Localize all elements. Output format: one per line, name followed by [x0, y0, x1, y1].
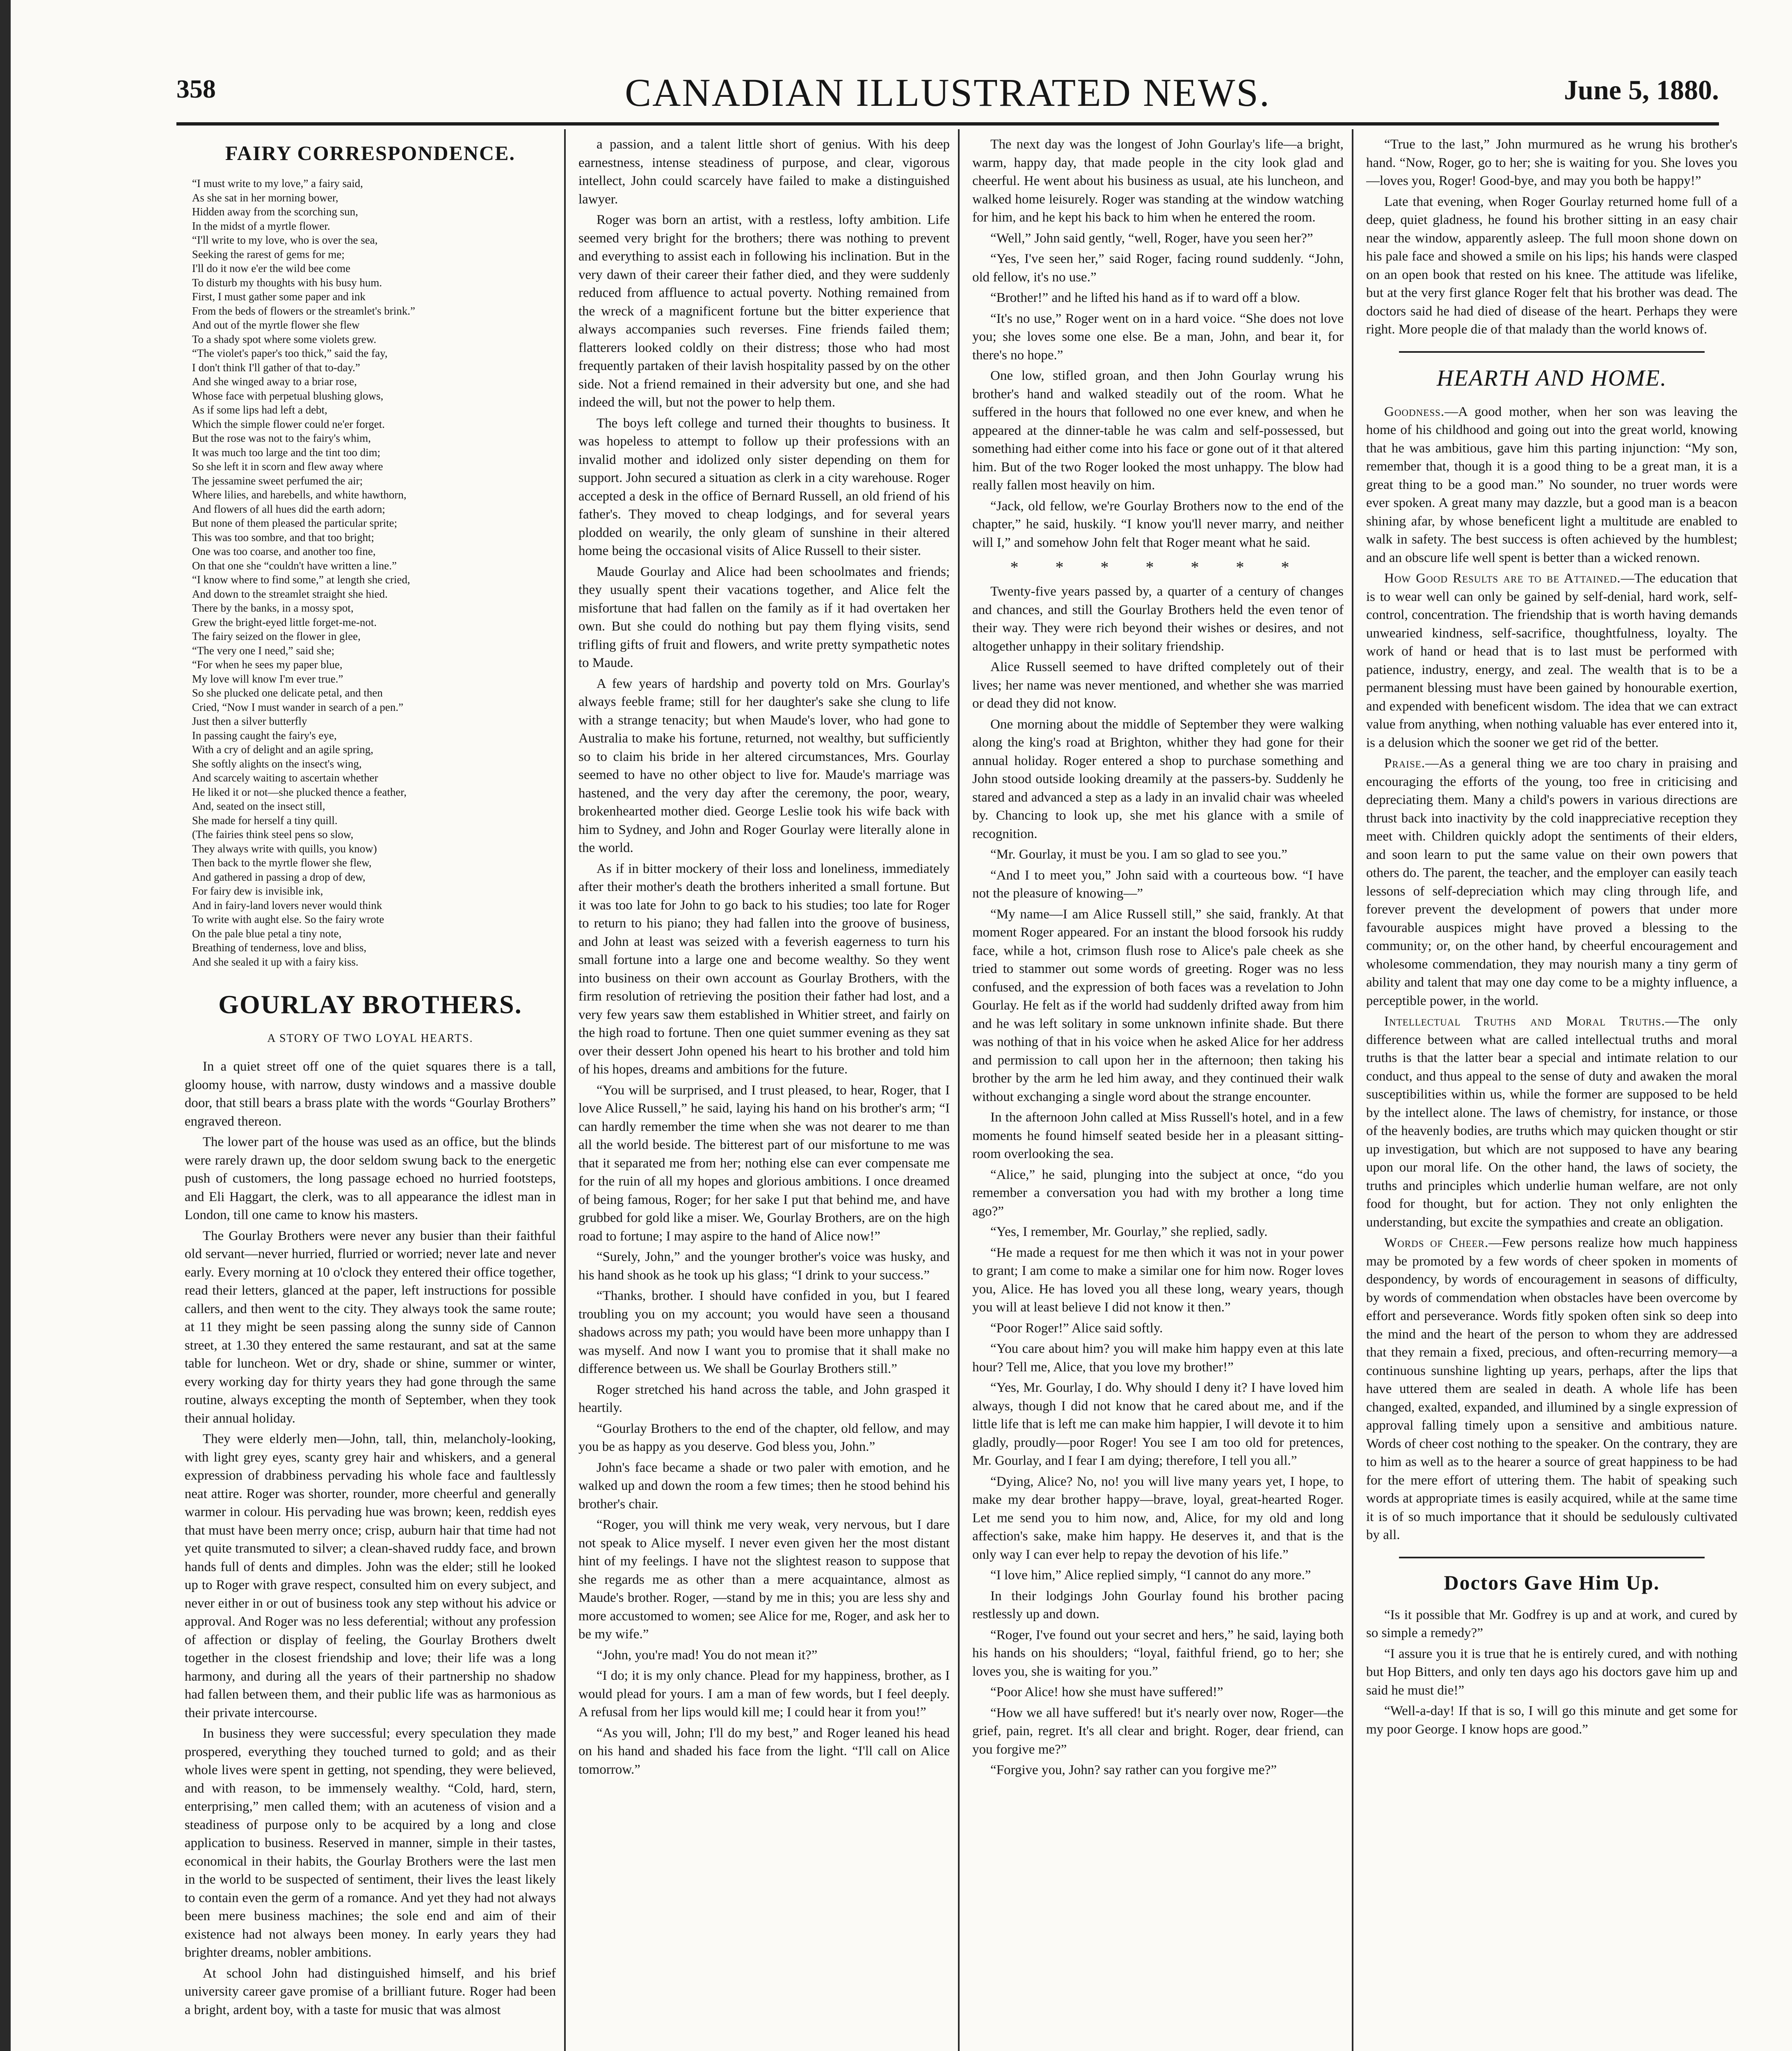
paragraph: “Alice,” he said, plunging into the subject at once, “do you remember a conversation you had with my brother a long time ago?”: [972, 1167, 1344, 1219]
poem-line: And gathered in passing a drop of dew,: [192, 870, 366, 883]
paragraph: At school John had distinguished himself, and his brief university career gave promise of a brilliant future. Roger had been a bright, ardent boy, with a taste for music that was almost: [185, 1966, 556, 2017]
poem-line: But the rose was not to the fairy's whim,: [192, 432, 371, 444]
paragraph: “He made a request for me then which it was not in your power to grant; I am come to make a similar one for him now. Roger loves you, Alice. He has loved you all these long, weary years, though you will at least believe I did not know it then.”: [972, 1245, 1344, 1315]
hearth-item-heading: Intellectual Truths and Moral Truths.: [1384, 1014, 1665, 1029]
poem-line: It was much too large and the tint too dim;: [192, 446, 381, 459]
paragraph: “True to the last,” John murmured as he wrung his brother's hand. “Now, Roger, go to her; she is waiting for you. She loves you—loves you, Roger! Good-bye, and may you both be happy!”: [1366, 137, 1737, 188]
poem-line: My love will know I'm ever true.”: [192, 672, 343, 685]
story-body: [185, 1057, 556, 2019]
poem-line: In passing caught the fairy's eye,: [192, 729, 337, 742]
poem-line: “The very one I need,” said she;: [192, 644, 335, 657]
paragraph: In the afternoon John called at Miss Russell's hotel, and in a few moments he found himself seated beside her in a pleasant sitting-room overlooking the sea.: [972, 1110, 1344, 1161]
poem-line: Whose face with perpetual blushing glows,: [192, 389, 384, 402]
poem-line: Hidden away from the scorching sun,: [192, 206, 358, 218]
poem-line: And scarcely waiting to ascertain whether: [192, 772, 378, 784]
poem-line: Where lilies, and harebells, and white hawthorn,: [192, 489, 407, 501]
hearth-item: [1366, 754, 1737, 1010]
paragraph: “As you will, John; I'll do my best,” and Roger leaned his head on his hand and shaded his face from the light. “I'll call on Alice tomorrow.”: [578, 1725, 950, 1777]
poem-line: One was too coarse, and another too fine,: [192, 545, 376, 557]
hearth-item-text: —The education that is to wear well can only be gained by self-denial, hard work, self-control, concentration. The friendship that is worth having demands unwearied kindness, self-sacrifice, thoughtfulness, loyalty. The work of hand or head that is to last must be performed with patience, industry, energy, and zeal. The wealth that is to be a permanent blessing must have been gained by honourable exertion, and expended with beneficent wisdom. The idea that we can extract value from anything, when nothing valuable has ever entered into it, is a delusion which the sooner we get rid of the better.: [1366, 571, 1737, 750]
paragraph: “Forgive you, John? say rather can you forgive me?”: [990, 1763, 1277, 1777]
paragraph: “It's no use,” Roger went on in a hard voice. “She does not love you; she loves some one else. Be a man, John, and bear it, for there's no hope.”: [972, 311, 1344, 363]
poem-line: “I know where to find some,” at length she cried,: [192, 573, 410, 586]
paragraph: “Poor Roger!” Alice said softly.: [990, 1320, 1163, 1336]
hearth-item-heading: Words of Cheer.: [1384, 1236, 1489, 1250]
paragraph: “John, you're mad! You do not mean it?”: [597, 1647, 818, 1663]
poem-line: And down to the streamlet straight she hied.: [192, 587, 388, 600]
poem-title: FAIRY CORRESPONDENCE.: [225, 142, 515, 164]
story-body-continued: [972, 135, 1344, 552]
poem-line: To write with aught else. So the fairy wrote: [192, 913, 384, 925]
paragraph: “Well-a-day! If that is so, I will go this minute and get some for my poor George. I know hops are good.”: [1366, 1704, 1737, 1737]
paragraph: “I do; it is my only chance. Plead for my happiness, brother, as I would plead for yours. I am a man of few words, but I feel deeply. A refusal from her lips would kill me; I could hear it from you!”: [578, 1668, 950, 1720]
hearth-item-heading: Praise.: [1384, 756, 1426, 771]
poem-line: “The violet's paper's too thick,” said the fay,: [192, 347, 388, 359]
poem-line: To a shady spot where some violets grew.: [192, 333, 377, 345]
poem-line: He liked it or not—she plucked thence a feather,: [192, 786, 407, 798]
hearth-item-heading: How Good Results are to be Attained.: [1384, 571, 1621, 586]
poem-line: Which the simple flower could ne'er forget.: [192, 418, 385, 430]
poem-line: On the pale blue petal a tiny note,: [192, 927, 342, 940]
paragraph: In their lodgings John Gourlay found his brother pacing restlessly up and down.: [972, 1588, 1344, 1622]
paragraph: “Is it possible that Mr. Godfrey is up and at work, and cured by so simple a remedy?”: [1366, 1607, 1737, 1640]
paragraph: “I assure you it is true that he is entirely cured, and with nothing but Hop Bitters, and only ten days ago his doctors gave him up and said he must die!”: [1366, 1646, 1737, 1698]
poem-line: And in fairy-land lovers never would think: [192, 899, 382, 911]
column-2: [578, 135, 950, 2051]
paragraph: “Mr. Gourlay, it must be you. I am so glad to see you.”: [990, 847, 1287, 862]
poem-line: And flowers of all hues did the earth adorn;: [192, 502, 385, 515]
paragraph: “Yes, Mr. Gourlay, I do. Why should I deny it? I have loved him always, though I did not know that he cared about me, and if the little life that is left me can make him happier, I will devote it to him gladly, proudly—poor Roger! You see I am too old for pretences, Mr. Gourlay, and I fear I am dying; therefore, I tell you all.”: [972, 1380, 1344, 1468]
poem-line: But none of them pleased the particular sprite;: [192, 517, 398, 529]
paragraph: “And I to meet you,” John said with a courteous bow. “I have not the pleasure of knowing—”: [972, 868, 1344, 901]
poem-line: For fairy dew is invisible ink,: [192, 885, 323, 897]
paragraph: In a quiet street off one of the quiet squares there is a tall, gloomy house, with narrow, dusty windows and a massive double door, that still bears a brass plate with the words “Gourlay Brothers” engraved thereon.: [185, 1059, 556, 1129]
paragraph: “Thanks, brother. I should have confided in you, but I feared troubling you on my account; you would have seen a thousand shadows across my path; you would have been more unhappy than I was myself. And now I want you to promise that it shall make no difference between us. We shall be Gourlay Brothers still.”: [578, 1288, 950, 1376]
poem-line: Then back to the myrtle flower she flew,: [192, 856, 372, 869]
poem-line: She made for herself a tiny quill.: [192, 814, 338, 827]
paragraph: Late that evening, when Roger Gourlay returned home full of a deep, quiet gladness, he found his brother sitting in an easy chair near the window, apparently asleep. The full moon shone down on his pale face and showed a smile on his lips; his hands were clasped on an open book that rested on his knee. The attitude was lifelike, but at the very first glance Roger felt that his brother was dead. The doctors said he had died of disease of the heart. Perhaps they were right. More people die of that malady than the world knows of.: [1366, 194, 1737, 337]
paragraph: Maude Gourlay and Alice had been schoolmates and friends; they usually spent their vacations together, and Alice felt the misfortune that had fallen on the family as if it had overtaken her own. But she could do nothing but pay them flying visits, send trifling gifts of fruit and flowers, and write pretty sympathetic notes to Maude.: [578, 564, 950, 670]
separator-rule: [1399, 1557, 1705, 1558]
poem-line: “For when he sees my paper blue,: [192, 658, 343, 671]
story-title: GOURLAY BROTHERS.: [218, 990, 522, 1019]
paragraph: Roger stretched his hand across the table, and John grasped it heartily.: [578, 1382, 950, 1415]
paragraph: They were elderly men—John, tall, thin, melancholy-looking, with light grey eyes, scanty grey hair and whiskers, and a general expression of drabbiness pervading his whole face and faultlessly neat attire. Roger was shorter, rounder, more cheerful and generally warmer in colour. His pervading hue was brown; keen, reddish eyes that must have been merry once; crisp, auburn hair that time had not yet quite transmuted to silver; a clean-shaved ruddy face, and brown hands full of dents and dimples. John was the elder; still he looked up to Roger with grave respect, consulted him on every subject, and never either in or out of business took any step without his advice or approval. And Roger was no less deferential; without any profession of affection or display of feeling, the Gourlay Brothers dwelt together in the closest friendship and love; their life was a long harmony, and during all the years of their partnership no shadow had fallen between them, and their public life was as harmonious as their private intercourse.: [185, 1432, 556, 1720]
paragraph: “Well,” John said gently, “well, Roger, have you seen her?”: [990, 231, 1313, 246]
poem-line: Grew the bright-eyed little forget-me-not.: [192, 616, 377, 628]
issue-date: June 5, 1880.: [1564, 74, 1719, 105]
paragraph: In business they were successful; every speculation they made prospered, everything they touched turned to gold; and as their whole lives were spent in getting, not spending, they were believed, and with reason, to be immensely wealthy. “Cold, hard, stern, enterprising,” men called them; with an acuteness of vision and a steadiness of purpose only to be acquired by a long and close application to business. Reserved in manner, simple in their tastes, economical in their habits, the Gourlay Brothers were the last men in the world to be suspected of sentiment, their lives the least likely to contain even the germ of a romance. And yet they had not always been mere business machines; the sole end and aim of their existence had not always been money. In early years they had brighter dreams, nobler ambitions.: [185, 1726, 556, 1960]
column-1: [185, 135, 556, 2051]
poem-line: With a cry of delight and an agile spring,: [192, 743, 374, 756]
poem-line: From the beds of flowers or the streamlet's brink.”: [192, 304, 415, 317]
poem-line: Breathing of tenderness, love and bliss,: [192, 941, 367, 954]
poem-line: This was too sombre, and that too bright;: [192, 531, 374, 544]
hearth-item: [1366, 569, 1737, 752]
hearth-item: [1366, 1234, 1737, 1544]
separator-rule: [1399, 351, 1705, 353]
paragraph: “Roger, I've found out your secret and hers,” he said, laying both his hands on his shoulders; “loyal, faithful friend, go to her; she loves you, she is waiting for you.”: [972, 1627, 1344, 1679]
poem-line: (The fairies think steel pens so slow,: [192, 828, 354, 840]
paragraph: “Yes, I remember, Mr. Gourlay,” she replied, sadly.: [990, 1224, 1268, 1239]
poem-line: There by the banks, in a mossy spot,: [192, 602, 354, 614]
column-rule: [958, 129, 960, 2051]
column-3: [972, 135, 1344, 2051]
paragraph: One morning about the middle of September they were walking along the king's road at Brighton, whither they had gone for their annual holiday. Roger entered a shop to purchase something and John stood outside looking dreamily at the passers-by. Suddenly he stared and advanced a step as a lady in an invalid chair was wheeled by. Chancing to look up, she met his glance with a smile of recognition.: [972, 717, 1344, 841]
hearth-item-text: —As a general thing we are too chary in praising and encouraging the efforts of the young, too free in criticising and depreciating them. Many a child's powers in various directions are thrust back into inactivity by the cold inappreciative reception they meet with. Children quickly adopt the sentiments of their elders, and soon learn to put the same value on their own powers that others do. The parent, the teacher, and the employer can easily teach lessons of self-depreciation which may cling through life, and forever prevent the development of powers that under more favourable auspices might have proved a blessing to the community; or, on the other hand, by cheerful encouragement and wholesome commendation, they may nourish many a tiny germ of ability and talent that may one day come to be a mighty influence, a perceptible power, in the world.: [1366, 756, 1737, 1008]
column-rule: [564, 129, 566, 2051]
page-header: [176, 70, 1719, 119]
story-ending: [1366, 135, 1737, 339]
section-break-stars: * * * * * * *: [1010, 558, 1306, 576]
paragraph: As if in bitter mockery of their loss and loneliness, immediately after their mother's death the brothers inherited a small fortune. But it was too late for John to go back to his studies; too late for Roger to return to his piano; they had fallen into the groove of business, and John at least was seized with a feverish eagerness to turn his small fortune into a large one and become wealthy. So they went into business on their own account as Gourlay Brothers, with the firm resolution of retrieving the position their father had lost, and a very few years saw them established in Whitier street, and fairly on the high road to fortune. Then one quiet summer evening as they sat over their dessert John opened his heart to his brother and told him of his hopes, dreams and ambitions for the future.: [578, 861, 950, 1077]
column-4: [1366, 135, 1737, 2051]
hearth-item-text: —The only difference between what are called intellectual truths and moral truths is that the latter bear a special and intimate relation to our conduct, and thus appeal to the sense of duty and awaken the moral susceptibilities within us, while the former are supposed to be held by the intellect alone. The laws of chemistry, for instance, or those of the heavenly bodies, are truths which may quicken thought or stir up investigation, but which are not supposed to have any bearing upon our moral life. On the other hand, the laws of society, the truths and principles which underlie human welfare, are not only food for thought, but for action. They not only enlighten the understanding, but excite the sympathies and create an obligation.: [1366, 1014, 1737, 1230]
paragraph: “How we all have suffered! but it's nearly over now, Roger—the grief, pain, regret. It's all clear and bright. Roger, dear friend, can you forgive me?”: [972, 1705, 1344, 1757]
story-subtitle: A STORY OF TWO LOYAL HEARTS.: [267, 1032, 473, 1045]
advertisement-body: [1366, 1606, 1737, 1739]
poem-line: And she sealed it up with a fairy kiss.: [192, 955, 359, 968]
paragraph: “Gourlay Brothers to the end of the chapter, old fellow, and may you be as happy as you deserve. God bless you, John.”: [578, 1421, 950, 1454]
paragraph: The next day was the longest of John Gourlay's life—a bright, warm, happy day, that made people in the city look glad and cheerful. He went about his business as usual, ate his luncheon, and walked home leisurely. Roger was standing at the window watching for him, and he kept his back to him when he entered the room.: [972, 137, 1344, 225]
paragraph: “Brother!” and he lifted his hand as if to ward off a blow.: [990, 290, 1301, 305]
poem-line: I don't think I'll gather of that to-day.”: [192, 361, 360, 374]
poem-line: I'll do it now e'er the wild bee come: [192, 262, 351, 274]
poem-line: And out of the myrtle flower she flew: [192, 319, 360, 331]
paragraph: “Poor Alice! how she must have suffered!”: [990, 1685, 1223, 1699]
poem-line: So she plucked one delicate petal, and then: [192, 687, 383, 699]
paragraph: Alice Russell seemed to have drifted completely out of their lives; her name was never mentioned, and whether she was married or dead they did not know.: [972, 660, 1344, 711]
paragraph: “Dying, Alice? No, no! you will live many years yet, I hope, to make my dear brother happy—brave, loyal, great-hearted Roger. Let me send you to him now, and, Alice, for my old and long affection's sake, make him happy. He deserves it, and that is the only way I can ever help to repay the devotion of his life.”: [972, 1474, 1344, 1562]
paragraph: “You care about him? you will make him happy even at this late hour? Tell me, Alice, that you love my brother!”: [972, 1341, 1344, 1375]
poem-line: First, I must gather some paper and ink: [192, 290, 366, 303]
hearth-and-home-items: [1366, 403, 1737, 1544]
paragraph: John's face became a shade or two paler with emotion, and he walked up and down the room a few times; then he stood behind his brother's chair.: [578, 1460, 950, 1512]
poem-line: And, seated on the insect still,: [192, 800, 325, 812]
paragraph: “I love him,” Alice replied simply, “I cannot do any more.”: [990, 1568, 1311, 1583]
poem-line: In the midst of a myrtle flower.: [192, 219, 330, 232]
page-number: 358: [176, 74, 216, 103]
poem-line: The fairy seized on the flower in glee,: [192, 630, 361, 642]
paragraph: The Gourlay Brothers were never any busier than their faithful old servant—never hurried, flurried or worried; never late and never early. Every morning at 10 o'clock they entered their office together, read their letters, glanced at the paper, left instructions for possible callers, and then went to the city. They always took the same route; at 11 they might be seen passing along the sunny side of Cannon street, at 1.30 they entered the same restaurant, and sat at the same table for luncheon. Wet or dry, shade or shine, summer or winter, every working day for thirty years they had gone through the same routine, always excepting the month of September, when they took their annual holiday.: [185, 1228, 556, 1426]
paragraph: “Jack, old fellow, we're Gourlay Brothers now to the end of the chapter,” he said, huskily. “I know you'll never marry, and neither will I,” and somehow John felt that Roger meant what he said.: [972, 498, 1344, 550]
hearth-item-text: —Few persons realize how much happiness may be promoted by a few words of cheer spoken in moments of despondency, by words of encouragement in seasons of difficulty, by words of commendation when obstacles have been overcome by effort and perseverance. Words fitly spoken often sink so deep into the mind and the heart of the person to whom they are addressed that they remain a fixed, precious, and often-recurring memory—a continuous sunshine lighting up years, perhaps, after the lips that have uttered them are sealed in death. A whole life has been changed, exalted, expanded, and illumined by a single expression of approval falling timely upon a sensitive and ambitious nature. Words of cheer cost nothing to the speaker. On the contrary, they are to him as well as to the hearer a source of great happiness to be had for the mere effort of uttering them. The habit of speaking such words at appropriate times is easily acquired, while at the same time it is of so much importance that it should be sedulously cultivated by all.: [1366, 1236, 1737, 1542]
paragraph: a passion, and a talent little short of genius. With his deep earnestness, intense steadiness of purpose, and clear, vigorous intellect, John could scarcely have failed to make a distinguished lawyer.: [578, 137, 950, 207]
paragraph: One low, stifled groan, and then John Gourlay wrung his brother's hand and walked steadily out of the room. What he suffered in the hours that followed no one ever knew, and when he appeared at the dinner-table he was calm and self-possessed, but something had either come into his face or gone out of it that altered him. But of the two Roger looked the most unhappy. The blow had really fallen most heavily on him.: [972, 368, 1344, 493]
poem-line: And she winged away to a briar rose,: [192, 375, 357, 388]
hearth-item-heading: Goodness.: [1384, 404, 1445, 419]
paragraph: “Yes, I've seen her,” said Roger, facing round suddenly. “John, old fellow, it's no use.”: [972, 251, 1344, 285]
paragraph: “Surely, John,” and the younger brother's voice was husky, and his hand shook as he took up his glass; “I drink to your success.”: [578, 1249, 950, 1283]
poem-line: As she sat in her morning bower,: [192, 191, 338, 204]
paragraph: “You will be surprised, and I trust pleased, to hear, Roger, that I love Alice Russell,” he said, laying his hand on his brother's arm; “I can hardly remember the time when she was not dearer to me than all the world beside. The bitterest part of our misfortune to me was that it separated me from her; nothing else can ever compensate me for the ruin of all my hopes and glorious ambitions. I once dreamed of being famous, Roger; for her sake I put that behind me, and have grubbed for gold like a miser. We, Gourlay Brothers, are on the high road to fortune; I may aspire to the hand of Alice now!”: [578, 1083, 950, 1244]
poem-line: She softly alights on the insect's wing,: [192, 757, 362, 770]
advertisement-title: Doctors Gave Him Up.: [1444, 1571, 1660, 1594]
story-body-continued: [972, 582, 1344, 1779]
poem-line: “I must write to my love,” a fairy said,: [192, 177, 363, 190]
poem-line: On that one she “couldn't have written a line.”: [192, 559, 397, 572]
paragraph: The boys left college and turned their thoughts to business. It was hopeless to attempt to follow up their professions with an invalid mother and idolized only sister depending on them for support. John secured a situation as clerk in a city warehouse. Roger accepted a desk in the office of Bernard Russell, an old friend of his father's. They moved to cheap lodgings, and for several years plodded on wearily, the only gleam of sunshine in their altered home being the occasional visits of Alice Russell to their sister.: [578, 416, 950, 558]
masthead: CANADIAN ILLUSTRATED NEWS.: [625, 71, 1271, 114]
hearth-item: [1366, 403, 1737, 567]
poem-line: The jessamine sweet perfumed the air;: [192, 474, 363, 487]
hearth-item-text: —A good mother, when her son was leaving the home of his childhood and going out into the great world, knowing that he was ambitious, gave him this parting injunction: “My son, remember that, though it is a good thing to be a great man, it is a great thing to be a good man.” No sounder, no truer words were ever spoken. A great many may dazzle, but a good man is a beacon shining afar, by whose beneficent light a multitude are enabled to walk in safety. The best success is often achieved by the humblest; and an obscure life well spent is better than a wicked renown.: [1366, 404, 1737, 565]
scan-edge: [0, 0, 11, 2051]
paragraph: “My name—I am Alice Russell still,” she said, frankly. At that moment Roger appeared. For an instant the blood forsook his ruddy face, while a hot, crimson flush rose to Alice's pale cheek as she tried to stammer out some words of greeting. Roger was no less confused, and the expression of both faces was a revelation to John Gourlay. He felt as if the world had suddenly drifted away from him and he was left solitary in some unknown infinite shade. But there was nothing of that in his voice when he asked Alice for her address and permission to call upon her in the afternoon; then taking his brother by the arm he led him away, and they continued their walk without exchanging a single word about the strange encounter.: [972, 907, 1344, 1104]
poem: [185, 176, 556, 969]
paragraph: Roger was born an artist, with a restless, lofty ambition. Life seemed very bright for the brothers; there was nothing to prevent and everything to assist each in following his inclination. But in the very dawn of their career their father died, and they were suddenly reduced from affluence to actual poverty. Nothing remained from the wreck of a magnificent fortune but the bitter experience that always accompanies such reverses. Fine friends failed them; flatterers looked coldly on their distress; those who had most frequently partaken of their lavish hospitality passed by on the other side. Not a friend remained in their adversity but one, and she had indeed the will, but not the power to help them.: [578, 212, 950, 410]
column-rule: [1352, 129, 1353, 2051]
poem-line: So she left it in scorn and flew away where: [192, 460, 383, 473]
poem-line: They always write with quills, you know): [192, 842, 377, 855]
hearth-item: [1366, 1012, 1737, 1231]
poem-line: “I'll write to my love, who is over the sea,: [192, 234, 378, 246]
poem-line: As if some lips had left a debt,: [192, 404, 327, 416]
poem-line: Just then a silver butterfly: [192, 715, 307, 727]
paragraph: The lower part of the house was used as an office, but the blinds were rarely drawn up, the door seldom swung back to the energetic push of customers, the long passage echoed no hurried footsteps, and Eli Haggart, the clerk, was to all appearance the idlest man in London, till one came to know his masters.: [185, 1135, 556, 1222]
header-rule: [176, 122, 1719, 126]
story-body-continued: [578, 135, 950, 1779]
paragraph: A few years of hardship and poverty told on Mrs. Gourlay's always feeble frame; still for her daughter's sake she clung to life with a strange tenacity; but when Maude's lover, who had gone to Australia to make his fortune, returned, not wealthy, but sufficiently so to claim his bride in her altered circumstances, Mrs. Gourlay seemed to have no other object to live for. Maude's marriage was hastened, and the very day after the ceremony, the poor, weary, brokenhearted mother died. George Leslie took his wife back with him to Sydney, and John and Roger Gourlay were literally alone in the world.: [578, 676, 950, 855]
poem-line: Cried, “Now I must wander in search of a pen.”: [192, 701, 404, 713]
poem-line: To disturb my thoughts with his busy hum.: [192, 276, 382, 289]
paragraph: Twenty-five years passed by, a quarter of a century of changes and chances, and still the Gourlay Brothers held the even tenor of their way. They were rich beyond their wishes or desires, and not altogether unhappy in their solitary friendship.: [972, 584, 1344, 654]
paragraph: “Roger, you will think me very weak, very nervous, but I dare not speak to Alice myself. I never even given her the most distant hint of my feelings. I have not the slightest reason to suppose that she regards me as other than a mere acquaintance, almost as Maude's brother. Roger, —stand by me in this; you are less shy and more accustomed to women; see Alice for me, Roger, and ask her to be my wife.”: [578, 1517, 950, 1642]
hearth-and-home-title: HEARTH AND HOME.: [1436, 365, 1667, 391]
poem-line: Seeking the rarest of gems for me;: [192, 248, 345, 260]
